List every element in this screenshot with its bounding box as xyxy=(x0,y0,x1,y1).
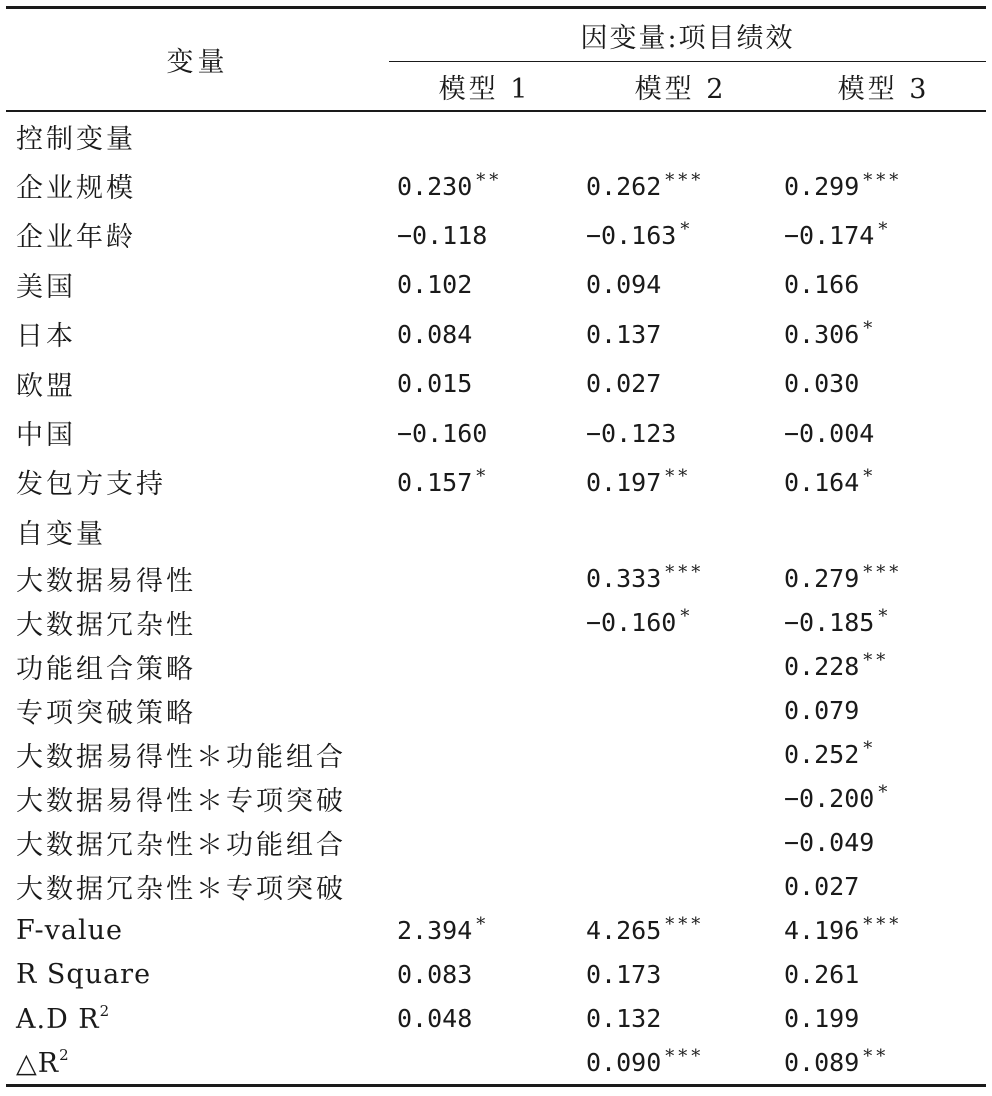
model-3-cell xyxy=(781,358,986,407)
model-1-header: 模型 1 xyxy=(438,73,531,105)
row-label-text: R Square xyxy=(16,958,152,990)
regression-table xyxy=(6,6,986,1087)
row-label-text: 大数据易得性＊专项突破 xyxy=(16,785,346,817)
coefficient-value: −0.118 xyxy=(397,220,488,250)
significance-stars: * xyxy=(878,782,892,804)
coefficient-value: 0.306 xyxy=(784,319,860,349)
coefficient-value: 0.199 xyxy=(784,1004,860,1034)
row-label-text: 专项突破策略 xyxy=(16,697,196,729)
row-label-text: 大数据冗杂性 xyxy=(16,609,196,641)
coefficient-value: 0.132 xyxy=(586,1004,662,1034)
coefficient-value: 0.164 xyxy=(784,467,860,497)
header-row-1 xyxy=(6,9,986,62)
coefficient-value: 0.089 xyxy=(784,1048,860,1078)
row-label-text: 日本 xyxy=(16,321,76,353)
coefficient-value: 0.252 xyxy=(784,740,860,770)
coefficient-value: −0.174 xyxy=(784,220,875,250)
row-label-text: 控制变量 xyxy=(16,123,136,155)
row-label xyxy=(6,644,389,688)
model-2-cell xyxy=(580,952,781,996)
model-1-cell xyxy=(389,457,580,506)
coefficient-value: 0.173 xyxy=(586,960,662,990)
row-label-text: △R xyxy=(16,1047,60,1079)
coefficient-value: 0.030 xyxy=(784,369,860,399)
model-3-cell xyxy=(781,210,986,259)
coefficient-value: 0.090 xyxy=(586,1048,662,1078)
significance-stars: * xyxy=(476,914,490,936)
model-2-cell xyxy=(580,688,781,732)
row-label-text: 大数据易得性＊功能组合 xyxy=(16,741,346,773)
model-3-cell xyxy=(781,864,986,908)
coefficient-value: 0.279 xyxy=(784,564,860,594)
model-1-cell xyxy=(389,600,580,644)
model-1-cell xyxy=(389,996,580,1040)
row-label-text: 功能组合策略 xyxy=(16,653,196,685)
row-label xyxy=(6,908,389,952)
row-label xyxy=(6,556,389,600)
model-1-cell xyxy=(389,309,580,358)
row-label-text: 美国 xyxy=(16,271,76,303)
table-row xyxy=(6,1040,986,1084)
model-3-cell xyxy=(781,556,986,600)
coefficient-value: 0.079 xyxy=(784,696,860,726)
row-label xyxy=(6,1040,389,1084)
row-label xyxy=(6,688,389,732)
model-3-cell xyxy=(781,112,986,161)
table-row xyxy=(6,732,986,776)
model-2-cell xyxy=(580,507,781,556)
row-label xyxy=(6,820,389,864)
model-1-cell xyxy=(389,260,580,309)
coefficient-value: 0.261 xyxy=(784,960,860,990)
model-3-cell xyxy=(781,996,986,1040)
row-label-text: 大数据冗杂性＊专项突破 xyxy=(16,873,346,905)
table-row xyxy=(6,309,986,358)
significance-stars: ** xyxy=(665,465,692,487)
significance-stars: * xyxy=(863,317,877,339)
table-row xyxy=(6,644,986,688)
model-2-cell xyxy=(580,457,781,506)
model-2-cell xyxy=(580,1040,781,1084)
model-3-cell xyxy=(781,952,986,996)
table-row xyxy=(6,908,986,952)
model-2-cell xyxy=(580,644,781,688)
row-label-text: F-value xyxy=(16,914,123,946)
table-row xyxy=(6,996,986,1040)
row-label xyxy=(6,112,389,161)
model-2-cell xyxy=(580,210,781,259)
table-row xyxy=(6,820,986,864)
coefficient-value: 0.166 xyxy=(784,270,860,300)
coefficient-value: 4.196 xyxy=(784,916,860,946)
coefficient-value: 0.094 xyxy=(586,270,662,300)
model-1-cell xyxy=(389,556,580,600)
model-3-cell xyxy=(781,908,986,952)
model-2-cell xyxy=(580,600,781,644)
model-3-cell xyxy=(781,820,986,864)
row-label xyxy=(6,408,389,457)
table-row xyxy=(6,864,986,908)
table-row xyxy=(6,507,986,556)
coefficient-value: 0.102 xyxy=(397,270,473,300)
model-1-cell xyxy=(389,644,580,688)
coefficient-value: −0.160 xyxy=(397,418,488,448)
coefficient-value: −0.163 xyxy=(586,220,677,250)
table-row xyxy=(6,260,986,309)
model-2-cell xyxy=(580,996,781,1040)
model-3-cell xyxy=(781,507,986,556)
coefficient-value: 0.262 xyxy=(586,171,662,201)
model-2-cell xyxy=(580,908,781,952)
model-1-cell xyxy=(389,864,580,908)
coefficient-value: −0.185 xyxy=(784,608,875,638)
row-label-text: 大数据冗杂性＊功能组合 xyxy=(16,829,346,861)
row-label-text: 欧盟 xyxy=(16,370,76,402)
model-3-cell xyxy=(781,732,986,776)
coefficient-value: −0.004 xyxy=(784,418,875,448)
row-label xyxy=(6,952,389,996)
model-2-cell xyxy=(580,556,781,600)
significance-stars: * xyxy=(878,606,892,628)
model-1-cell xyxy=(389,210,580,259)
row-label xyxy=(6,260,389,309)
model-1-cell xyxy=(389,688,580,732)
coefficient-value: 2.394 xyxy=(397,916,473,946)
model-1-cell xyxy=(389,820,580,864)
dependent-variable-header: 因变量:项目绩效 xyxy=(389,9,986,62)
model-3-cell xyxy=(781,457,986,506)
coefficient-value: 4.265 xyxy=(586,916,662,946)
model-1-cell xyxy=(389,112,580,161)
row-label xyxy=(6,996,389,1040)
significance-stars: *** xyxy=(665,1046,705,1068)
model-1-cell xyxy=(389,358,580,407)
coefficient-value: 0.084 xyxy=(397,319,473,349)
row-label xyxy=(6,732,389,776)
significance-stars: * xyxy=(476,465,490,487)
table-row xyxy=(6,457,986,506)
model-1-cell xyxy=(389,776,580,820)
significance-stars: * xyxy=(863,738,877,760)
model-3-cell xyxy=(781,260,986,309)
row-label-text: 发包方支持 xyxy=(16,469,166,501)
model-2-cell xyxy=(580,732,781,776)
significance-stars: ** xyxy=(476,169,503,191)
coefficient-value: 0.197 xyxy=(586,467,662,497)
model-2-cell xyxy=(580,820,781,864)
model-2-cell xyxy=(580,358,781,407)
row-label xyxy=(6,309,389,358)
results-body-table xyxy=(6,112,986,1085)
row-label xyxy=(6,358,389,407)
model-3-cell xyxy=(781,1040,986,1084)
model-2-cell xyxy=(580,408,781,457)
results-table xyxy=(6,9,986,110)
significance-stars: ** xyxy=(863,1046,890,1068)
table-row xyxy=(6,358,986,407)
significance-stars: *** xyxy=(863,562,903,584)
significance-stars: *** xyxy=(665,169,705,191)
model-3-cell xyxy=(781,776,986,820)
coefficient-value: 0.015 xyxy=(397,369,473,399)
coefficient-value: −0.049 xyxy=(784,828,875,858)
model-3-cell xyxy=(781,309,986,358)
row-label xyxy=(6,864,389,908)
model-2-header: 模型 2 xyxy=(634,73,727,105)
model-2-cell xyxy=(580,776,781,820)
table-row xyxy=(6,408,986,457)
row-label-text: 大数据易得性 xyxy=(16,565,196,597)
coefficient-value: 0.228 xyxy=(784,652,860,682)
model-2-cell xyxy=(580,161,781,210)
coefficient-value: 0.230 xyxy=(397,171,473,201)
coefficient-value: −0.200 xyxy=(784,784,875,814)
table-row xyxy=(6,600,986,644)
model-1-cell xyxy=(389,908,580,952)
table-row xyxy=(6,688,986,732)
table-row xyxy=(6,556,986,600)
row-label xyxy=(6,776,389,820)
table-row xyxy=(6,776,986,820)
row-label xyxy=(6,457,389,506)
row-label-text: 自变量 xyxy=(16,518,106,550)
row-label-text: 企业年龄 xyxy=(16,222,136,254)
significance-stars: *** xyxy=(665,914,705,936)
row-label xyxy=(6,600,389,644)
significance-stars: * xyxy=(863,465,877,487)
model-3-cell xyxy=(781,644,986,688)
bottom-rule xyxy=(6,1084,986,1087)
coefficient-value: −0.123 xyxy=(586,418,677,448)
table-row xyxy=(6,210,986,259)
coefficient-value: 0.027 xyxy=(586,369,662,399)
superscript-two: 2 xyxy=(59,1045,70,1064)
table-row xyxy=(6,112,986,161)
model-2-cell xyxy=(580,112,781,161)
coefficient-value: 0.027 xyxy=(784,872,860,902)
coefficient-value: 0.083 xyxy=(397,960,473,990)
coefficient-value: 0.048 xyxy=(397,1004,473,1034)
model-1-cell xyxy=(389,1040,580,1084)
significance-stars: * xyxy=(680,218,694,240)
table-row xyxy=(6,161,986,210)
model-1-cell xyxy=(389,952,580,996)
significance-stars: *** xyxy=(863,914,903,936)
model-2-cell xyxy=(580,260,781,309)
variable-header: 变量 xyxy=(166,47,229,78)
coefficient-value: 0.299 xyxy=(784,171,860,201)
model-1-cell xyxy=(389,408,580,457)
row-label xyxy=(6,507,389,556)
model-1-cell xyxy=(389,732,580,776)
coefficient-value: 0.157 xyxy=(397,467,473,497)
row-label-text: 企业规模 xyxy=(16,173,136,205)
significance-stars: *** xyxy=(665,562,705,584)
model-2-cell xyxy=(580,864,781,908)
model-3-cell xyxy=(781,688,986,732)
row-label xyxy=(6,161,389,210)
model-1-cell xyxy=(389,507,580,556)
row-label-text: 中国 xyxy=(16,420,76,452)
model-1-cell xyxy=(389,161,580,210)
table-row xyxy=(6,952,986,996)
model-3-cell xyxy=(781,600,986,644)
model-2-cell xyxy=(580,309,781,358)
significance-stars: * xyxy=(878,218,892,240)
significance-stars: *** xyxy=(863,169,903,191)
coefficient-value: 0.333 xyxy=(586,564,662,594)
coefficient-value: −0.160 xyxy=(586,608,677,638)
model-3-cell xyxy=(781,161,986,210)
significance-stars: ** xyxy=(863,650,890,672)
row-label-text: A.D R xyxy=(16,1003,100,1035)
significance-stars: * xyxy=(680,606,694,628)
superscript-two: 2 xyxy=(99,1001,111,1020)
row-label xyxy=(6,210,389,259)
coefficient-value: 0.137 xyxy=(586,319,662,349)
model-3-cell xyxy=(781,408,986,457)
model-3-header: 模型 3 xyxy=(837,73,930,105)
